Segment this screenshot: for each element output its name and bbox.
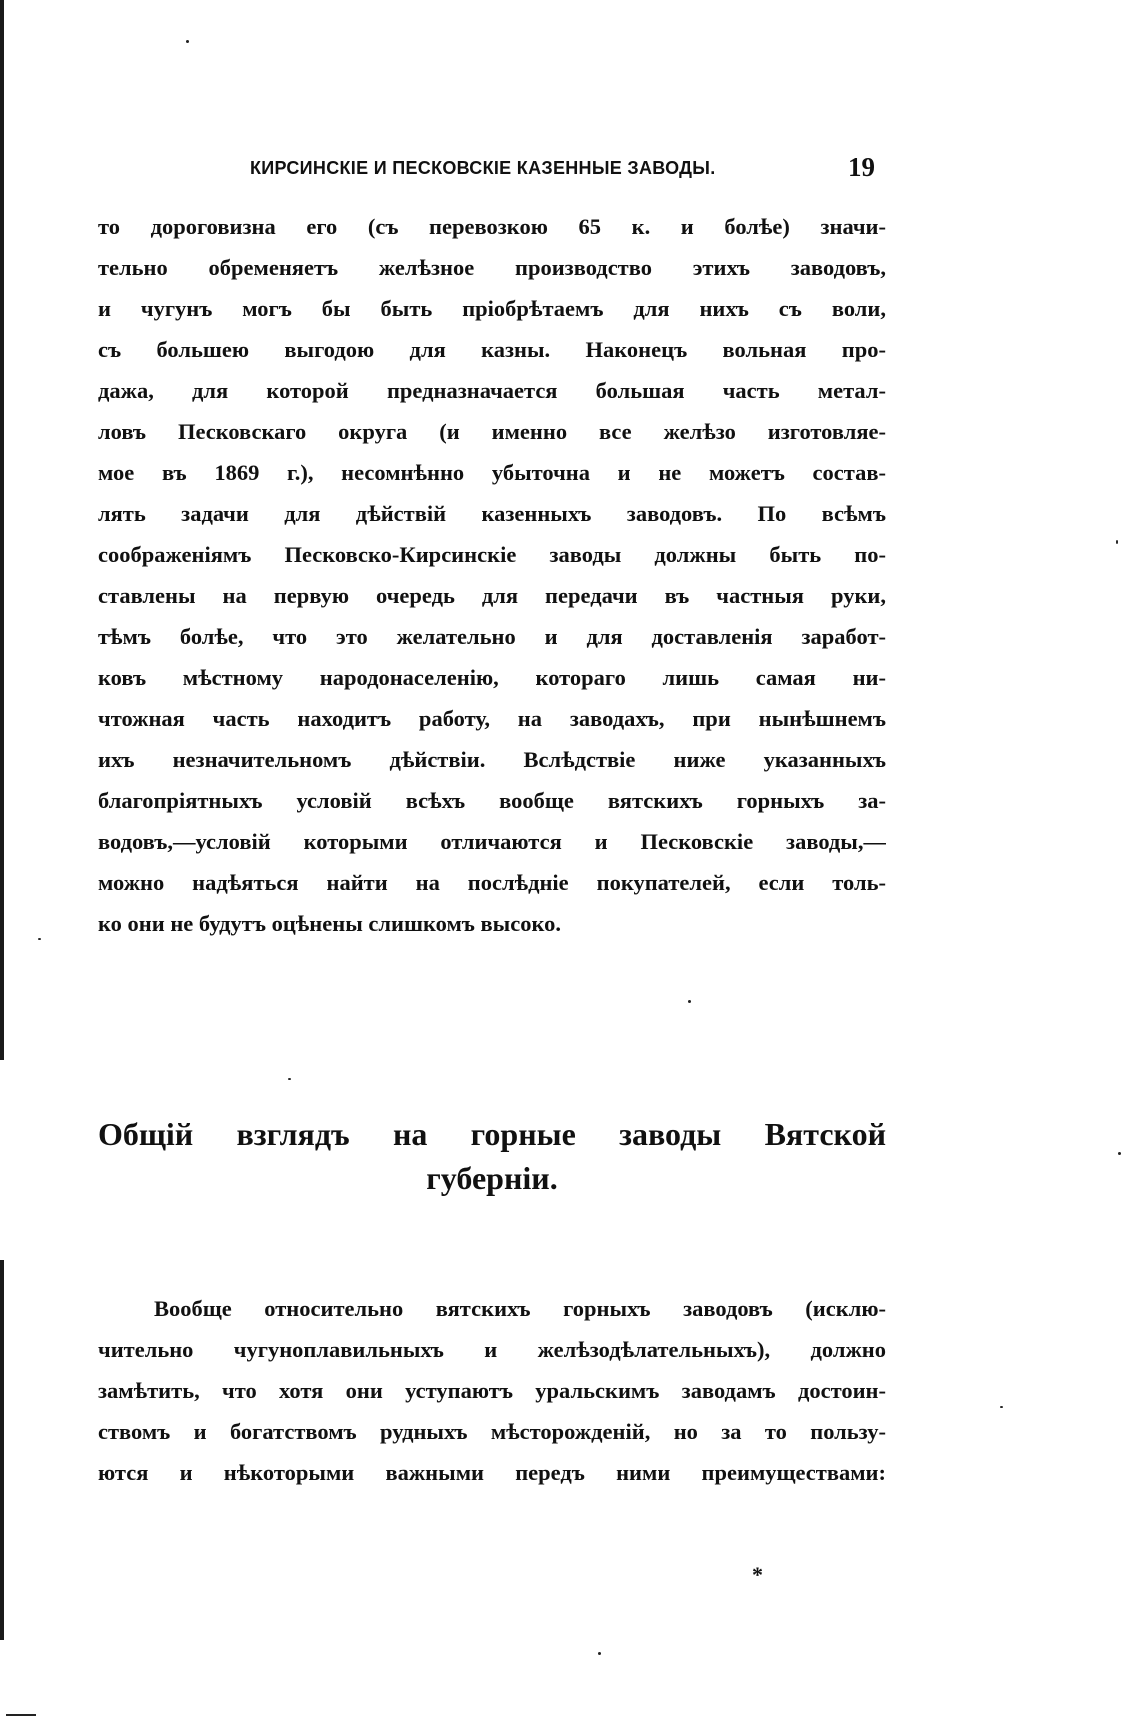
text-line: можно надѣяться найти на послѣдніе покупателей, если толь- bbox=[98, 870, 886, 895]
section-heading-line: Общій взглядъ на горные заводы Вятской bbox=[98, 1116, 886, 1152]
running-head bbox=[0, 152, 1140, 186]
spine-gap bbox=[0, 1640, 4, 1724]
text-line: мое въ 1869 г.), несомнѣнно убыточна и не можетъ состав- bbox=[98, 460, 886, 485]
paragraph-2 bbox=[98, 1288, 886, 1493]
book-spine-edge bbox=[0, 0, 4, 1724]
text-line: соображеніямъ Песковско-Кирсинскіе заводы должны быть по- bbox=[98, 542, 886, 567]
text-line: ставлены на первую очередь для передачи въ частныя руки, bbox=[98, 583, 886, 608]
text-line: ствомъ и богатствомъ рудныхъ мѣсторожденій, но за то пользу- bbox=[98, 1419, 886, 1444]
text-line: и чугунъ могъ бы быть пріобрѣтаемъ для нихъ съ воли, bbox=[98, 296, 886, 321]
text-line: тѣмъ болѣе, что это желательно и для доставленія заработ- bbox=[98, 624, 886, 649]
text-line: чительно чугуноплавильныхъ и желѣзодѣлательныхъ), должно bbox=[98, 1337, 886, 1362]
scan-speck bbox=[288, 1078, 291, 1080]
text-line: чтожная часть находитъ работу, на заводахъ, при нынѣшнемъ bbox=[98, 706, 886, 731]
scan-speck bbox=[38, 938, 41, 940]
footnote-mark: * bbox=[752, 1562, 763, 1587]
scan-speck bbox=[598, 1652, 601, 1655]
text-line: ются и нѣкоторыми важными передъ ними преимуществами: bbox=[98, 1460, 886, 1485]
paragraph-1 bbox=[98, 206, 886, 944]
page-number: 19 bbox=[848, 152, 875, 182]
text-line: тельно обременяетъ желѣзное производство этихъ заводовъ, bbox=[98, 255, 886, 280]
text-line: ко они не будутъ оцѣнены слишкомъ высоко. bbox=[98, 911, 562, 936]
text-line: водовъ,—условій которыми отличаются и Песковскіе заводы,— bbox=[98, 829, 886, 854]
scan-speck bbox=[1116, 540, 1118, 544]
text-line: лять задачи для дѣйствій казенныхъ заводовъ. По всѣмъ bbox=[98, 501, 886, 526]
scan-speck bbox=[1118, 1152, 1121, 1155]
scan-speck bbox=[6, 1714, 36, 1716]
text-line: ковъ мѣстному народонаселенію, котораго лишь самая ни- bbox=[98, 665, 886, 690]
text-line: благопріятныхъ условій всѣхъ вообще вятскихъ горныхъ за- bbox=[98, 788, 886, 813]
text-line: дажа, для которой предназначается большая часть метал- bbox=[98, 378, 886, 403]
text-line: Вообще относительно вятскихъ горныхъ заводовъ (исклю- bbox=[154, 1296, 886, 1321]
text-line: замѣтить, что хотя они уступаютъ уральскимъ заводамъ достоин- bbox=[98, 1378, 886, 1403]
text-line: ихъ незначительномъ дѣйствіи. Вслѣдствіе ниже указанныхъ bbox=[98, 747, 886, 772]
scan-speck bbox=[1000, 1406, 1003, 1408]
text-line: съ большею выгодою для казны. Наконецъ вольная про- bbox=[98, 337, 886, 362]
section-heading-line: губерніи. bbox=[426, 1160, 558, 1196]
spine-gap bbox=[0, 1060, 4, 1260]
section-heading bbox=[98, 1112, 886, 1200]
running-title: КИРСИНСКІЕ И ПЕСКОВСКІЕ КАЗЕННЫЕ ЗАВОДЫ. bbox=[250, 158, 716, 178]
text-line: ловъ Песковскаго округа (и именно все желѣзо изготовляе- bbox=[98, 419, 886, 444]
text-line: то дороговизна его (съ перевозкою 65 к. и болѣе) значи- bbox=[98, 214, 886, 239]
scan-speck bbox=[688, 1000, 691, 1003]
scan-speck bbox=[186, 40, 189, 43]
